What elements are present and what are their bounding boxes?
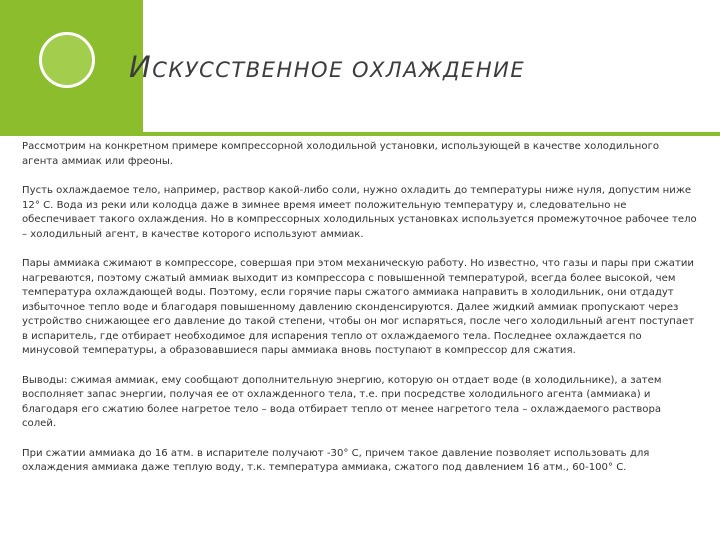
paragraph-intro: Рассмотрим на конкретном примере компрессорной холодильной установки, использующей в качестве холодильного агента аммиак или фреоны. <box>22 141 660 167</box>
slide-header <box>0 0 720 132</box>
slide-title <box>129 50 525 84</box>
paragraph-process: Пары аммиака сжимают в компрессоре, совершая при этом механическую работу. Но известно, что газы и пары при сжатии нагреваются, поэтому сжатый аммиак выходит из компрессора с повышенной температурой, всегда более высокой, чем температура охлаждающей воды. Поэтому, если горячие пары сжатого аммиака направить в холодильник, они отдадут избыточное тепло воде и благодаря повышенному давлению сконденсируются. Далее жидкий аммиак пропускают через устройство снижающее его давление до такой степени, чтобы он мог испаряться, после чего холодильный агент поступает в испаритель, где отбирает необходимое для испарения тепло от охлаждаемого тела. Последнее охлаждается по минусовой температуры, а образовавшиеся пары аммиака вновь поступают в компрессор для сжатия. <box>22 258 695 356</box>
paragraph-example: Пусть охлаждаемое тело, например, раствор какой-либо соли, нужно охладить до температуры ниже нуля, допустим ниже 12° С. Вода из реки или колодца даже в зимнее время имеет положительную температуру и, следовательно не обеспечивает такого охлаждения. Но в компрессорных холодильных установках используется промежуточное рабочее тело – холодильный агент, в качестве которого используют аммиак. <box>22 185 697 240</box>
accent-block <box>0 0 143 132</box>
slide-body <box>22 140 698 491</box>
paragraph-pressure: При сжатии аммиака до 16 атм. в испарителе получают -30° С, причем такое давление позволяет использовать для охлаждения аммиака даже теплую воду, т.к. температура аммиака, сжатого под давлением 16 атм., 60-100° С. <box>22 447 650 473</box>
decorative-circle <box>39 32 95 88</box>
title-rest: СКУССТВЕННОЕ ОХЛАЖДЕНИЕ <box>152 58 526 82</box>
title-initial: И <box>129 50 153 84</box>
header-divider <box>0 132 720 136</box>
paragraph-conclusions: Выводы: сжимая аммиак, ему сообщают дополнительную энергию, которую он отдает воде (в холодильнике), а затем восполняет запас энергии, получая ее от охлажденного тела, т.е. при посредстве холодильного агента (аммиака) и благодаря его сжатию более нагретое тело – вода отбирает тепло от менее нагретого тела – охлаждаемого раствора солей. <box>22 374 662 429</box>
